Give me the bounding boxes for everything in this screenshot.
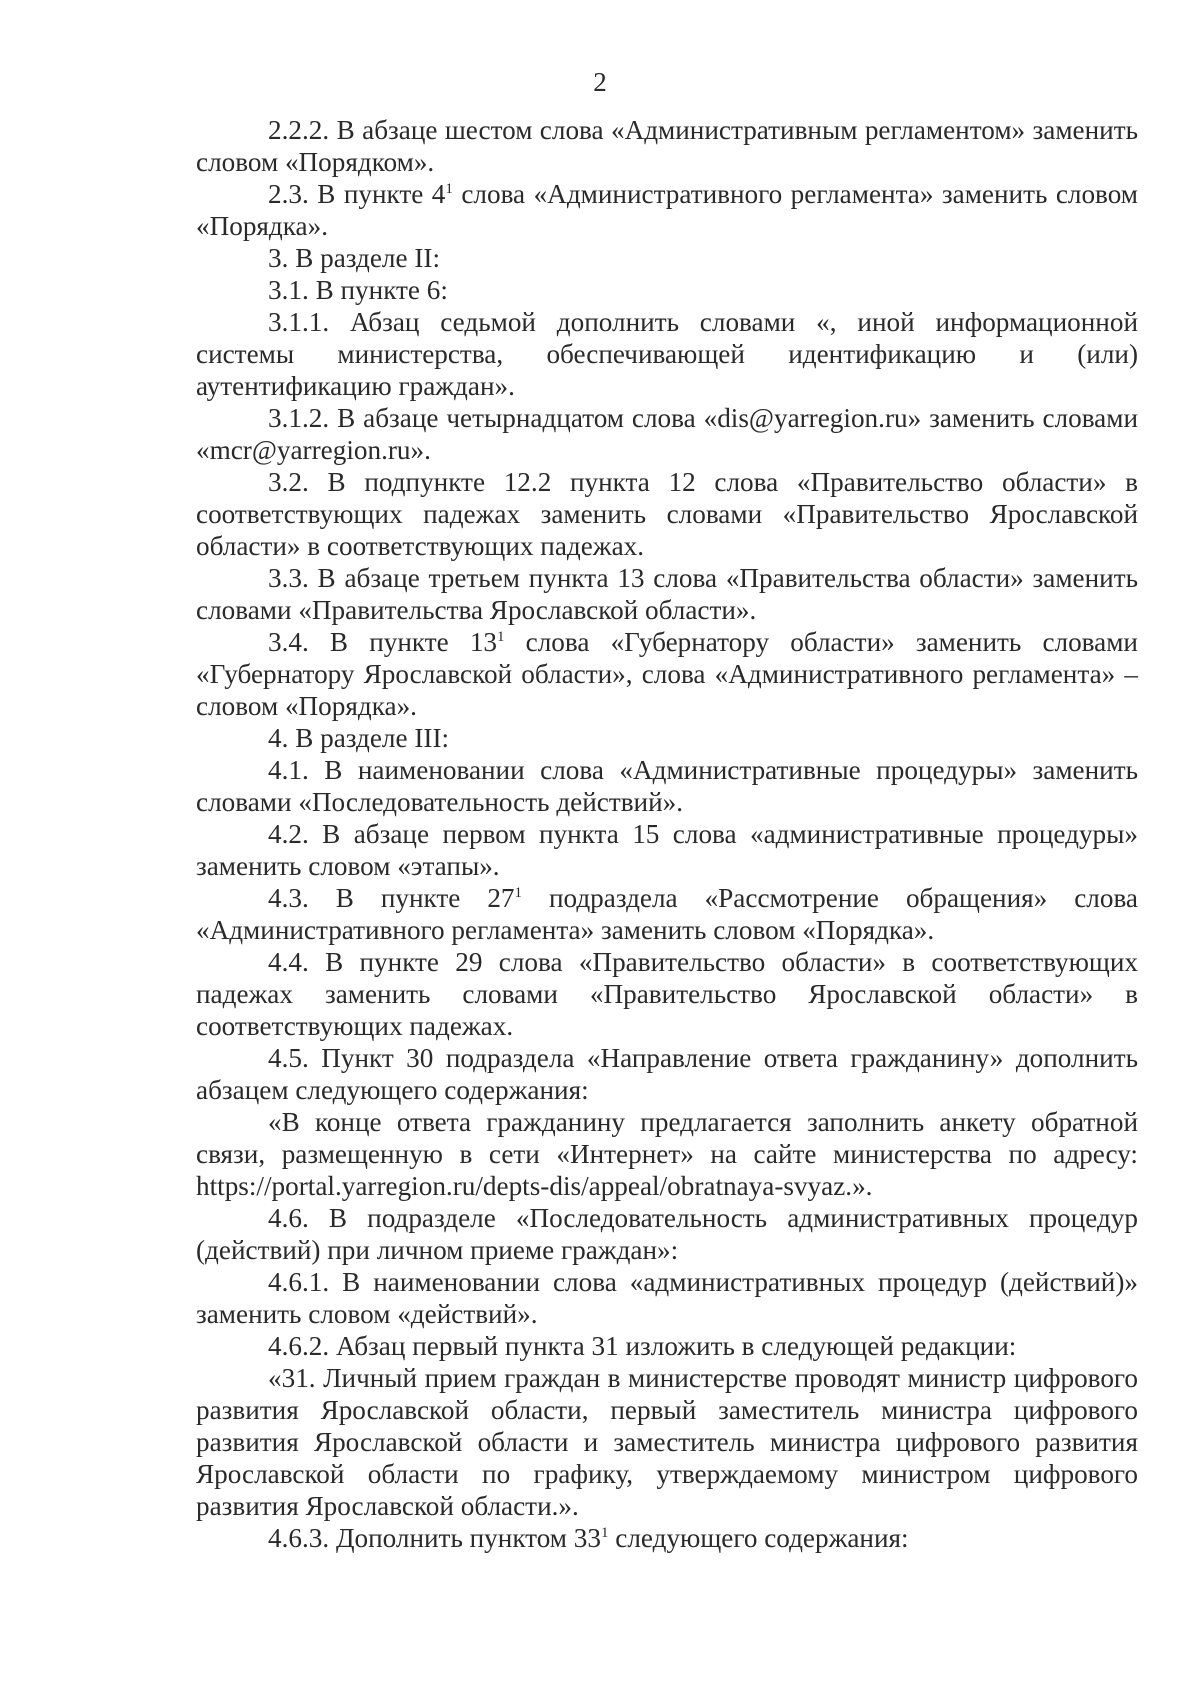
paragraph-2-3 <box>196 178 1138 242</box>
superscript: 1 <box>445 180 453 197</box>
superscript: 1 <box>497 628 505 645</box>
paragraph-4-3 <box>196 882 1138 946</box>
superscript: 1 <box>600 1524 609 1541</box>
paragraph-text: 2.3. В пункте 4 <box>268 179 446 209</box>
document-body <box>196 114 1138 1554</box>
paragraph-4-4: 4.4. В пункте 29 слова «Правительство области» в соответствующих падежах заменить словами «Правительство Ярославской области» в соответствующих падежах. <box>196 947 1138 1041</box>
paragraph-3-1-1: 3.1.1. Абзац седьмой дополнить словами «, иной информационной системы министерства, обеспечивающей идентификацию и (или) аутентификацию граждан». <box>196 307 1138 401</box>
paragraph-quote-feedback: «В конце ответа гражданину предлагается заполнить анкету обратной связи, размещенную в сети «Интернет» на сайте министерства по адресу: https://portal.yarregion.ru/depts-dis/appeal/obratnaya-svyaz.». <box>196 1107 1138 1201</box>
paragraph-text: 4.3. В пункте 27 <box>268 883 515 913</box>
paragraph-4-6: 4.6. В подразделе «Последовательность административных процедур (действий) при личном приеме граждан»: <box>196 1203 1138 1265</box>
paragraph-3-4 <box>196 626 1138 722</box>
paragraph-text: слова «Административного регламента» заменить словом «Порядка». <box>196 179 1138 241</box>
superscript: 1 <box>514 884 523 901</box>
paragraph-4-2: 4.2. В абзаце первом пункта 15 слова «административные процедуры» заменить словом «этапы». <box>196 819 1138 881</box>
paragraph-3-1: 3.1. В пункте 6: <box>268 275 448 305</box>
paragraph-text: подраздела «Рассмотрение обращения» слова «Административного регламента» заменить словом «Порядка». <box>196 883 1138 945</box>
paragraph-4-6-1: 4.6.1. В наименовании слова «административных процедур (действий)» заменить словом «действий». <box>196 1267 1138 1329</box>
paragraph-2-2-2: 2.2.2. В абзаце шестом слова «Административным регламентом» заменить словом «Порядком». <box>196 115 1138 177</box>
paragraph-3-3: 3.3. В абзаце третьем пункта 13 слова «Правительства области» заменить словами «Правительства Ярославской области». <box>196 563 1138 625</box>
paragraph-text: 4.6.3. Дополнить пунктом 33 <box>268 1523 601 1553</box>
paragraph-4-6-3 <box>196 1522 1138 1554</box>
paragraph-4-5: 4.5. Пункт 30 подраздела «Направление ответа гражданину» дополнить абзацем следующего содержания: <box>196 1043 1138 1105</box>
paragraph-4: 4. В разделе III: <box>268 723 450 753</box>
paragraph-text: слова «Губернатору области» заменить словами «Губернатору Ярославской области», слова «Административного регламента» – словом «Порядка». <box>196 627 1138 721</box>
paragraph-text: 3.4. В пункте 13 <box>268 627 498 657</box>
page-number: 2 <box>593 67 607 97</box>
paragraph-4-1: 4.1. В наименовании слова «Административные процедуры» заменить словами «Последовательность действий». <box>196 755 1138 817</box>
paragraph-3: 3. В разделе II: <box>268 243 441 273</box>
paragraph-3-1-2: 3.1.2. В абзаце четырнадцатом слова «dis@yarregion.ru» заменить словами «mcr@yarregion.ru». <box>196 403 1138 465</box>
paragraph-quote-31: «31. Личный прием граждан в министерстве проводят министр цифрового развития Ярославской области, первый заместитель министра цифрового развития Ярославской области и заместитель министра цифрового развития Ярославской области по графику, утверждаемому министром цифрового развития Ярославской области.». <box>196 1363 1138 1521</box>
paragraph-4-6-2: 4.6.2. Абзац первый пункта 31 изложить в следующей редакции: <box>268 1331 1017 1361</box>
paragraph-3-2: 3.2. В подпункте 12.2 пункта 12 слова «Правительство области» в соответствующих падежах заменить словами «Правительство Ярославской области» в соответствующих падежах. <box>196 467 1138 561</box>
paragraph-text: следующего содержания: <box>608 1523 909 1553</box>
